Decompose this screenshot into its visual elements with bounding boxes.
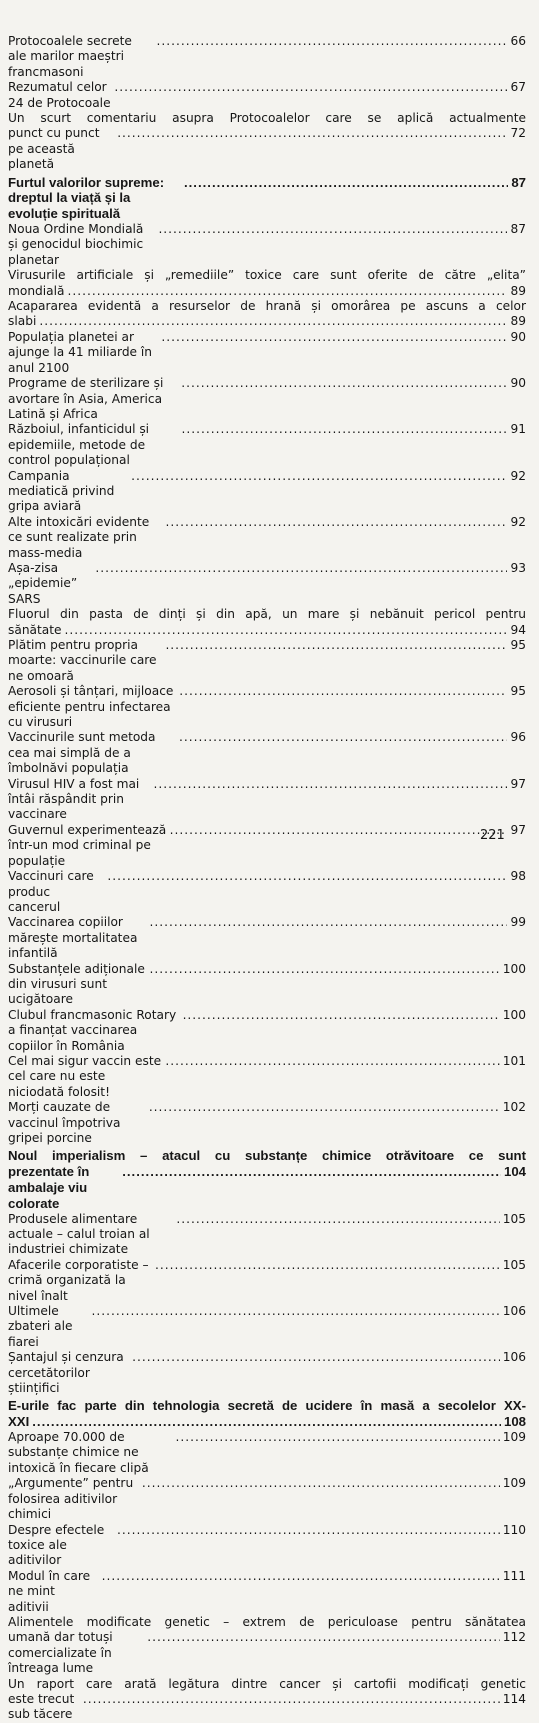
toc-entry-title: Alte intoxicări evidente ce sunt realizate prin mass-media bbox=[8, 514, 150, 560]
dot-leader bbox=[142, 1476, 500, 1491]
dot-leader bbox=[181, 422, 507, 437]
toc-entry-title-cont: XXI bbox=[8, 1414, 30, 1430]
dot-leader bbox=[179, 684, 507, 699]
dot-leader bbox=[91, 1304, 499, 1319]
dot-leader bbox=[149, 1100, 500, 1115]
dot-leader bbox=[184, 175, 508, 191]
toc-entry-title: Produsele alimentare actuale – calul troian al industriei chimizate bbox=[8, 1211, 150, 1257]
toc-entry-page: 106 bbox=[502, 1304, 526, 1319]
toc-entry-page: 97 bbox=[510, 776, 526, 791]
toc-entry bbox=[8, 1615, 526, 1677]
dot-leader bbox=[150, 915, 508, 930]
toc-entry-page: 87 bbox=[510, 222, 526, 237]
toc-entry-page: 95 bbox=[510, 638, 526, 653]
dot-leader bbox=[147, 1630, 500, 1645]
dot-leader bbox=[114, 80, 507, 95]
dot-leader bbox=[95, 561, 507, 576]
toc-entry bbox=[8, 422, 526, 468]
toc-entry-title: Protocoalele secrete ale marilor maeștri francmasoni bbox=[8, 34, 132, 79]
toc-entry-continuation bbox=[8, 284, 526, 299]
toc-entry-title: Guvernul experimentează într-un mod criminal pe populație bbox=[8, 822, 167, 868]
toc-entry-page: 95 bbox=[510, 684, 526, 699]
toc-entry-title: Rezumatul celor 24 de Protocoale bbox=[8, 80, 111, 110]
toc-entry bbox=[8, 1054, 526, 1100]
dot-leader bbox=[117, 1523, 500, 1538]
toc-entry-title-cont: este trecut sub tăcere bbox=[8, 1691, 75, 1722]
toc-entry-title: Morți cauzate de vaccinul împotriva gripei porcine bbox=[8, 1100, 121, 1146]
toc-entry-title-cont: sănătate bbox=[8, 622, 62, 637]
toc-entry-page: 109 bbox=[502, 1476, 526, 1491]
toc-entry-title: Substanțele adiționale din virusuri sunt ucigătoare bbox=[8, 961, 145, 1007]
toc-entry-continuation bbox=[8, 623, 526, 638]
toc-entry bbox=[8, 222, 526, 268]
toc-entry-page: 72 bbox=[510, 126, 526, 141]
dot-leader bbox=[158, 222, 507, 237]
toc-entry-page: 100 bbox=[502, 1007, 526, 1022]
dot-leader bbox=[150, 962, 500, 977]
toc-entry bbox=[8, 299, 526, 330]
toc-entry-page: 104 bbox=[503, 1164, 526, 1180]
toc-entry-title: Aerosoli și tânțari, mijloace eficiente pentru infectarea cu virusuri bbox=[8, 684, 174, 730]
toc-entry-page: 93 bbox=[510, 560, 526, 575]
toc-entry-title: Clubul francmasonic Rotary a finanțat vaccinarea copiilor în România bbox=[8, 1007, 177, 1053]
toc-entry bbox=[8, 175, 526, 222]
toc-entry-title: Modul în care ne mint aditivii bbox=[8, 1568, 91, 1614]
toc-entry bbox=[8, 1008, 526, 1054]
toc-entry-title-cont: punct cu punct pe această planetă bbox=[8, 126, 100, 172]
toc-entry-page: 105 bbox=[502, 1211, 526, 1226]
dot-leader bbox=[117, 126, 507, 141]
dot-leader bbox=[176, 1212, 499, 1227]
toc-entry-title: E-urile fac parte din tehnologia secretă de ucidere în masă a secolelor XX- bbox=[8, 1398, 526, 1414]
toc-entry-page: 112 bbox=[502, 1630, 526, 1645]
toc-entry-title: Plătim pentru propria moarte: vaccinurile care ne omoară bbox=[8, 638, 157, 683]
toc-entry-page: 105 bbox=[502, 1257, 526, 1272]
toc-entry bbox=[8, 1398, 526, 1430]
toc-entry bbox=[8, 1476, 526, 1522]
dot-leader bbox=[181, 376, 507, 391]
toc-entry-title: Virusurile artificiale și „remediile” toxice care sunt oferite de către „elita” bbox=[8, 268, 526, 283]
toc-entry-title: Afacerile corporatiste – crimă organizată la nivel înalt bbox=[8, 1257, 149, 1303]
toc-entry-page: 92 bbox=[510, 514, 526, 529]
page-number: 221 bbox=[480, 828, 505, 843]
toc-entry-page: 92 bbox=[510, 468, 526, 483]
toc-entry-page: 98 bbox=[510, 869, 526, 884]
toc-entry-title: Războiul, infanticidul și epidemiile, metode de control populațional bbox=[8, 422, 150, 468]
toc-entry-title: Noua Ordine Mondială și genocidul biochimic planetar bbox=[8, 222, 144, 267]
toc-entry-title: Așa-zisa „epidemie” SARS bbox=[8, 560, 78, 606]
toc-entry-page: 96 bbox=[510, 730, 526, 745]
toc-entry-title: Acapararea evidentă a resurselor de hrană și omorârea pe ascuns a celor bbox=[8, 299, 526, 314]
toc-entry bbox=[8, 1523, 526, 1569]
toc-entry-page: 89 bbox=[510, 283, 526, 298]
toc-entry-title: Alimentele modificate genetic – extrem de periculoase pentru sănătatea bbox=[8, 1614, 526, 1629]
dot-leader bbox=[32, 1414, 501, 1430]
toc-entry-title: Vaccinuri care produc cancerul bbox=[8, 869, 94, 914]
toc-entry bbox=[8, 268, 526, 299]
toc-entry-title: Populația planetei ar ajunge la 41 miliarde în anul 2100 bbox=[8, 329, 153, 375]
toc-entry-title-cont: umană dar totuși comercializate în întreaga lume bbox=[8, 1630, 113, 1676]
toc-entry-title: Furtul valorilor supreme: dreptul la viață și la evoluție spirituală bbox=[8, 174, 165, 222]
toc-entry bbox=[8, 962, 526, 1008]
dot-leader bbox=[165, 1054, 499, 1069]
toc-entry-title: Ultimele zbateri ale fiarei bbox=[8, 1304, 73, 1349]
toc-entry-page: 106 bbox=[502, 1350, 526, 1365]
toc-entry bbox=[8, 1677, 526, 1723]
toc-entry bbox=[8, 684, 526, 730]
toc-entry bbox=[8, 1350, 526, 1396]
toc-entry-page: 90 bbox=[510, 329, 526, 344]
toc-entry bbox=[8, 607, 526, 638]
toc-entry-title: Vaccinarea copiilor mărește mortalitatea infantilă bbox=[8, 915, 138, 961]
dot-leader bbox=[170, 823, 508, 838]
toc-entry-title: Programe de sterilizare și avortare în Asia, America Latină și Africa bbox=[8, 376, 164, 421]
toc-entry bbox=[8, 1100, 526, 1146]
toc-entry-page: 99 bbox=[510, 915, 526, 930]
toc-entry-title: Noul imperialism – atacul cu substanțe chimice otrăvitoare ce sunt bbox=[8, 1148, 526, 1164]
toc-entry bbox=[8, 823, 526, 869]
toc-entry bbox=[8, 777, 526, 823]
toc-entry-title: Virusul HIV a fost mai întâi răspândit prin vaccinare bbox=[8, 776, 140, 822]
toc-entry-page: 66 bbox=[510, 34, 526, 48]
toc-entry-title-cont: slabi bbox=[8, 314, 37, 329]
toc-entry bbox=[8, 1430, 526, 1476]
dot-leader bbox=[183, 1008, 500, 1023]
toc-entry bbox=[8, 1569, 526, 1615]
toc-entry bbox=[8, 34, 526, 80]
toc-entry bbox=[8, 638, 526, 684]
toc-entry-page: 114 bbox=[502, 1691, 526, 1706]
toc-entry-page: 97 bbox=[510, 822, 526, 837]
toc-entry bbox=[8, 376, 526, 422]
toc-entry-continuation bbox=[8, 1414, 526, 1430]
toc-entry-page: 67 bbox=[510, 80, 526, 95]
toc-entry bbox=[8, 1148, 526, 1211]
toc-entry bbox=[8, 1304, 526, 1350]
toc-entry-page: 94 bbox=[510, 622, 526, 637]
toc-entry-title: Un scurt comentariu asupra Protocoalelor care se aplică actualmente bbox=[8, 111, 526, 126]
dot-leader bbox=[68, 284, 508, 299]
toc-entry-page: 87 bbox=[511, 174, 526, 190]
toc-entry bbox=[8, 469, 526, 515]
toc-entry-continuation bbox=[8, 1692, 526, 1723]
dot-leader bbox=[39, 314, 507, 329]
toc-entry-page: 110 bbox=[502, 1522, 526, 1537]
dot-leader bbox=[165, 638, 507, 653]
dot-leader bbox=[155, 1258, 500, 1273]
dot-leader bbox=[161, 330, 507, 345]
dot-leader bbox=[156, 34, 507, 49]
dot-leader bbox=[122, 1164, 501, 1180]
toc-entry-title: Fluorul din pasta de dinți și din apă, un mare și nebănuit pericol pentru bbox=[8, 607, 526, 622]
dot-leader bbox=[176, 1430, 500, 1445]
toc-entry-page: 100 bbox=[502, 961, 526, 976]
toc-entry-title-cont: mondială bbox=[8, 283, 65, 298]
dot-leader bbox=[107, 869, 507, 884]
dot-leader bbox=[154, 777, 508, 792]
toc-entry-title: Despre efectele toxice ale aditivilor bbox=[8, 1522, 105, 1568]
dot-leader bbox=[83, 1692, 500, 1707]
table-of-contents bbox=[8, 34, 526, 1723]
dot-leader bbox=[132, 1350, 500, 1365]
dot-leader bbox=[165, 515, 507, 530]
toc-entry-page: 91 bbox=[510, 422, 526, 437]
toc-entry-page: 90 bbox=[510, 376, 526, 391]
toc-entry-page: 109 bbox=[502, 1430, 526, 1445]
toc-entry-continuation bbox=[8, 1630, 526, 1676]
dot-leader bbox=[179, 730, 508, 745]
toc-entry bbox=[8, 1258, 526, 1304]
dot-leader bbox=[65, 623, 508, 638]
toc-entry-page: 102 bbox=[502, 1100, 526, 1115]
toc-entry-page: 101 bbox=[502, 1053, 526, 1068]
toc-entry-page: 111 bbox=[502, 1568, 526, 1583]
toc-entry bbox=[8, 80, 526, 111]
toc-entry-title: Cel mai sigur vaccin este cel care nu este niciodată folosit! bbox=[8, 1053, 162, 1099]
toc-entry bbox=[8, 730, 526, 776]
toc-entry bbox=[8, 869, 526, 915]
toc-entry-title: Aproape 70.000 de substanțe chimice ne intoxică în fiecare clipă bbox=[8, 1430, 149, 1475]
dot-leader bbox=[131, 469, 507, 484]
toc-entry-title: Un raport care arată legătura dintre cancer și cartofii modificați genetic bbox=[8, 1676, 526, 1691]
toc-entry-title: Campania mediatică privind gripa aviară bbox=[8, 468, 115, 514]
toc-entry bbox=[8, 515, 526, 561]
toc-entry bbox=[8, 111, 526, 173]
toc-entry-page: 89 bbox=[510, 314, 526, 329]
toc-entry-continuation bbox=[8, 1164, 526, 1211]
dot-leader bbox=[102, 1569, 500, 1584]
toc-entry bbox=[8, 1212, 526, 1258]
toc-entry-continuation bbox=[8, 314, 526, 329]
toc-entry bbox=[8, 561, 526, 607]
toc-entry-page: 108 bbox=[503, 1414, 526, 1430]
toc-entry-title: Vaccinurile sunt metoda cea mai simplă de a îmbolnăvi populația bbox=[8, 730, 156, 776]
toc-entry-continuation bbox=[8, 126, 526, 172]
toc-entry-title: „Argumente” pentru folosirea aditivilor chimici bbox=[8, 1476, 134, 1522]
toc-entry-title: Șantajul și cenzura cercetătorilor științifici bbox=[8, 1350, 124, 1396]
toc-entry bbox=[8, 915, 526, 961]
toc-entry bbox=[8, 330, 526, 376]
toc-entry-title-cont: prezentate în ambalaje viu colorate bbox=[8, 1164, 90, 1211]
